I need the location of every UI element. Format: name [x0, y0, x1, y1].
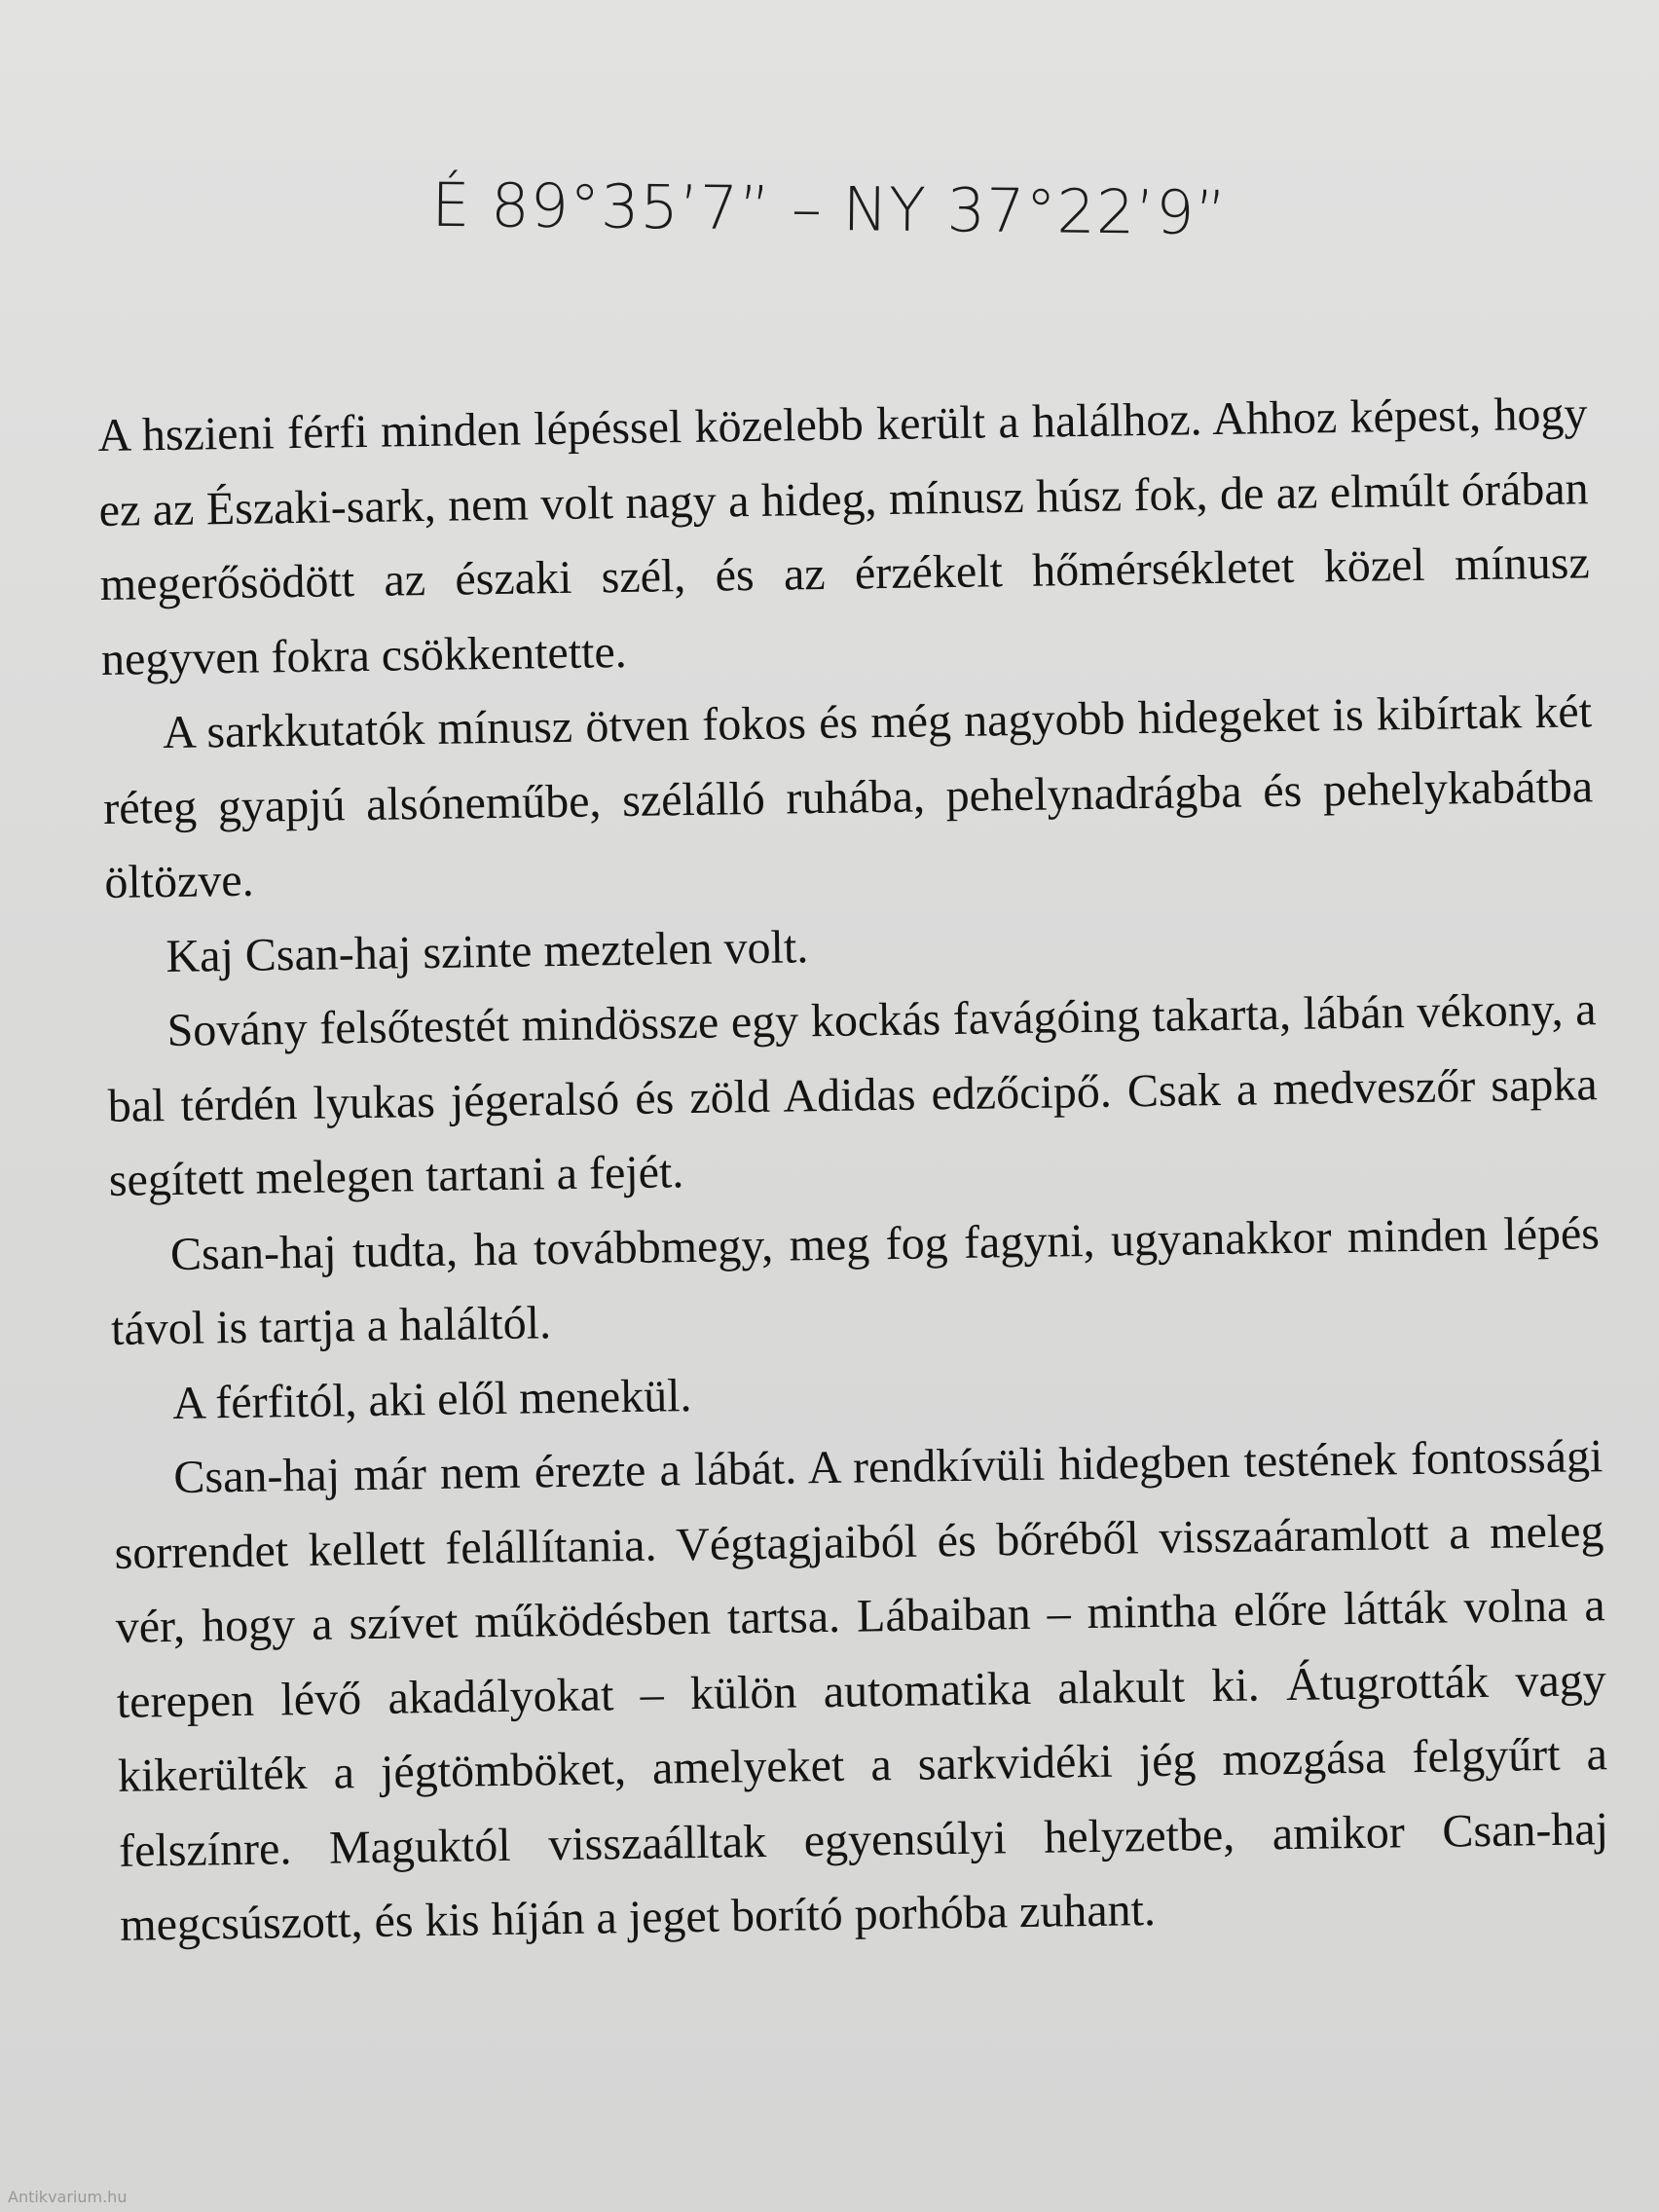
paragraph: Kaj Csan-haj szinte meztelen volt.: [166, 920, 809, 982]
paragraph: Sovány felsőtestét mindössze egy kockás favágóing takarta, lábán vékony, a bal térdén lyukas jégeralsó és zöld Adidas edzőcipő. Csak a medveszőr sapka segített melegen tartani a fejét.: [107, 983, 1598, 1206]
body-text: [97, 377, 1610, 1963]
paragraph: Csan-haj már nem érezte a lábát. A rendkívüli hidegben testének fontossági sorrendet kellett felállítania. Végtagjaiból és bőréből visszaáramlott a meleg vér, hogy a szívet működésben tartsa. Lábaiban – mintha előre látták volna a terepen lévő akadályokat – külön automatika alakult ki. Átugrották vagy kikerülték a jégtömböket, amelyeket a sarkvidéki jég mozgása felgyűrt a felszínre. Maguktól visszaálltak egyensúlyi helyzetbe, amikor Csan-haj megcsúszott, és kis híján a jeget borító porhóba zuhant.: [114, 1430, 1609, 1951]
paragraph: A hszieni férfi minden lépéssel közelebb került a halálhoz. Ahhoz képest, hogy ez az Északi-sark, nem volt nagy a hideg, mínusz húsz fok, de az elmúlt órában megerősödött az északi szél, és az érzékelt hőmérsékletet közel mínusz negyven fokra csökkentette.: [97, 387, 1591, 685]
chapter-heading: É 89°35’7” – NY 37°22’9”: [430, 168, 1229, 249]
paragraph: Csan-haj tudta, ha továbbmegy, meg fog fagyni, ugyanakkor minden lépés távol is tartja a haláltól.: [110, 1206, 1601, 1355]
paragraph: A férfitól, aki elől menekül.: [171, 1369, 692, 1429]
paragraph: A sarkkutatók mínusz ötven fokos és még nagyobb hidegeket is kibírtak két réteg gyapjú alsóneműbe, szélálló ruhába, pehelynadrágba és pehelykabátba öltözve.: [102, 685, 1594, 908]
watermark: Antikvarium.hu: [8, 2188, 128, 2206]
